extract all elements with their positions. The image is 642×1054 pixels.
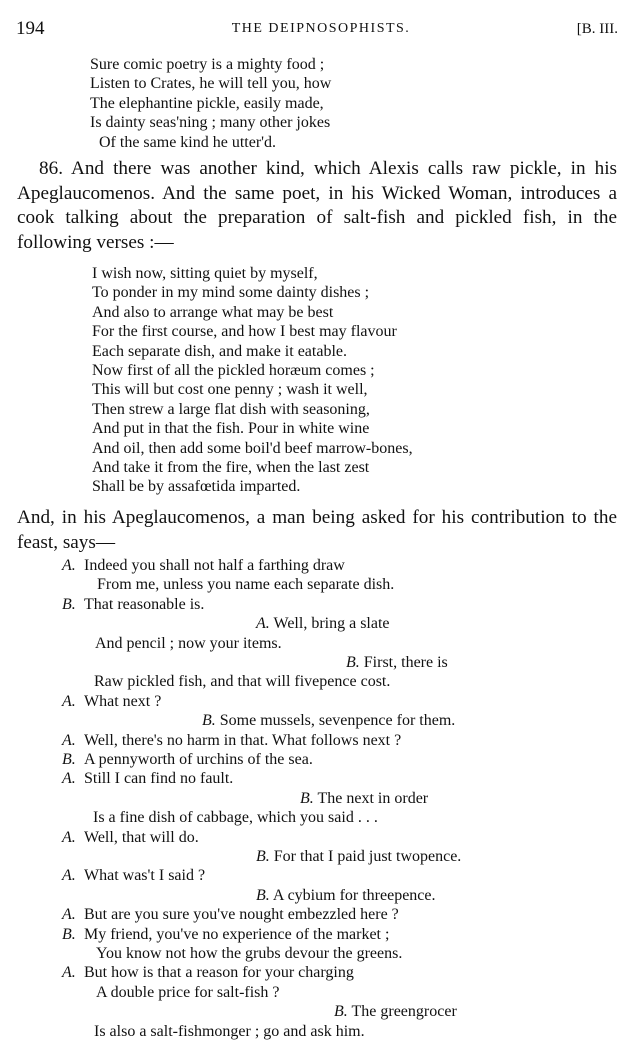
dialogue-text: My friend, you've no experience of the market ;	[84, 925, 390, 943]
dialogue-text: Raw pickled fish, and that will fivepence cost.	[94, 673, 391, 691]
dialogue-text: A cybium for threepence.	[272, 886, 436, 904]
dialogue-text: For that I paid just twopence.	[273, 848, 462, 865]
verse-line: Now first of all the pickled horæum comes ;	[92, 362, 375, 380]
dialogue-text: Indeed you shall not half a farthing draw	[84, 557, 345, 574]
speaker-label: B.	[62, 925, 76, 943]
dialogue-line	[62, 731, 401, 750]
verse-line: Shall be by assafœtida imparted.	[92, 478, 301, 496]
dialogue-text: The next in order	[317, 789, 429, 807]
dialogue-line	[300, 789, 428, 808]
dialogue-line	[62, 905, 399, 924]
verse-line: For the first course, and how I best may flavour	[92, 323, 397, 341]
speaker-label: B.	[62, 595, 76, 613]
dialogue-text: Some mussels, sevenpence for them.	[219, 712, 456, 730]
speaker-label: A.	[62, 731, 76, 749]
dialogue-line	[94, 1022, 365, 1041]
dialogue-line	[94, 672, 390, 691]
dialogue-line	[334, 1002, 457, 1021]
paragraph-number: 86.	[39, 158, 63, 179]
verse-line: Of the same kind he utter'd.	[99, 133, 277, 151]
dialogue-text: Well, there's no harm in that. What follows next ?	[84, 731, 402, 749]
dialogue-line	[95, 634, 282, 653]
dialogue-text: Still I can find no fault.	[84, 770, 234, 788]
verse-line: Listen to Crates, he will tell you, how	[90, 75, 332, 93]
verse-line: To ponder in my mind some dainty dishes ;	[92, 284, 370, 302]
speaker-label: A.	[62, 692, 76, 710]
verse-line: And also to arrange what may be best	[92, 303, 334, 321]
dialogue-line	[97, 575, 394, 594]
verse-block-2	[92, 264, 413, 497]
dialogue-text: Well, that will do.	[84, 828, 199, 846]
dialogue-line	[62, 750, 313, 769]
paragraph-apeglaucomenos: And, in his Apeglaucomenos, a man being asked for his contribution to the feast, says—	[17, 507, 617, 553]
page-number: 194	[16, 18, 45, 39]
verse-line: The elephantine pickle, easily made,	[90, 94, 324, 112]
dialogue-line	[202, 711, 455, 730]
verse-line: Then strew a large flat dish with seasoning,	[92, 400, 370, 418]
verse-block-1	[90, 55, 331, 152]
dialogue-line	[62, 963, 354, 982]
speaker-label: A.	[62, 770, 76, 788]
speaker-label: A.	[62, 867, 76, 885]
dialogue-text: The greengrocer	[351, 1003, 457, 1021]
verse-line: Sure comic poetry is a mighty food ;	[90, 56, 325, 73]
dialogue-text: But are you sure you've nought embezzled here ?	[84, 906, 399, 924]
speaker-label: A.	[256, 615, 270, 633]
verse-line: This will but cost one penny ; wash it well,	[92, 381, 368, 399]
paragraph-86	[17, 157, 617, 255]
speaker-label: B.	[202, 712, 216, 730]
verse-line: And take it from the fire, when the last zest	[92, 459, 370, 477]
dialogue-text: That reasonable is.	[84, 595, 205, 613]
dialogue-line	[62, 866, 205, 885]
dialogue-line	[62, 828, 199, 847]
dialogue-line	[96, 944, 402, 963]
dialogue-text: First, there is	[363, 654, 448, 671]
speaker-label: B.	[256, 886, 270, 904]
speaker-label: B.	[334, 1003, 348, 1021]
dialogue-line	[256, 886, 436, 905]
dialogue-line	[346, 653, 448, 672]
speaker-label: A.	[62, 906, 76, 924]
dialogue-text: What was't I said ?	[84, 867, 206, 885]
dialogue-line	[62, 595, 204, 614]
dialogue-line	[62, 692, 161, 711]
dialogue-line	[62, 556, 345, 575]
dialogue-text: Is also a salt-fishmonger ; go and ask him.	[94, 1022, 365, 1040]
dialogue-line	[93, 808, 378, 827]
dialogue-text: From me, unless you name each separate dish.	[97, 576, 395, 594]
book-section: [B. III.	[576, 21, 618, 37]
verse-line: Each separate dish, and make it eatable.	[92, 342, 347, 360]
dialogue-text: You know not how the grubs devour the greens.	[96, 945, 403, 962]
dialogue-text: Well, bring a slate	[273, 615, 390, 633]
dialogue-text: And pencil ; now your items.	[95, 634, 282, 652]
running-title: THE DEIPNOSOPHISTS.	[231, 21, 411, 36]
verse-line: And put in that the fish. Pour in white wine	[92, 420, 370, 438]
verse-line: I wish now, sitting quiet by myself,	[92, 265, 318, 282]
paragraph-text: And there was another kind, which Alexis calls raw pickle, in his Apeglaucomenos. And the same poet, in his Wicked Woman, introduces a cook talking about the preparation of salt-fish and pickled fish, in the following verses :—	[17, 158, 617, 253]
dialogue-text: A double price for salt-fish ?	[96, 983, 280, 1001]
speaker-label: A.	[62, 828, 76, 846]
speaker-label: B.	[346, 654, 360, 671]
dialogue-text: A pennyworth of urchins of the sea.	[84, 751, 313, 768]
dialogue-line	[62, 925, 389, 944]
dialogue-line	[62, 769, 233, 788]
dialogue-text: But how is that a reason for your charging	[84, 964, 354, 982]
verse-line: Is dainty seas'ning ; many other jokes	[90, 114, 331, 132]
dialogue-line	[256, 614, 390, 633]
speaker-label: B.	[62, 751, 76, 768]
dialogue-text: Is a fine dish of cabbage, which you said . . .	[93, 809, 378, 827]
speaker-label: A.	[62, 557, 76, 574]
dialogue-line	[256, 847, 461, 866]
dialogue-line	[96, 983, 280, 1002]
speaker-label: B.	[300, 789, 314, 807]
verse-line: And oil, then add some boil'd beef marrow-bones,	[92, 439, 413, 457]
speaker-label: B.	[256, 848, 270, 865]
speaker-label: A.	[62, 964, 76, 982]
dialogue-text: What next ?	[84, 692, 162, 710]
